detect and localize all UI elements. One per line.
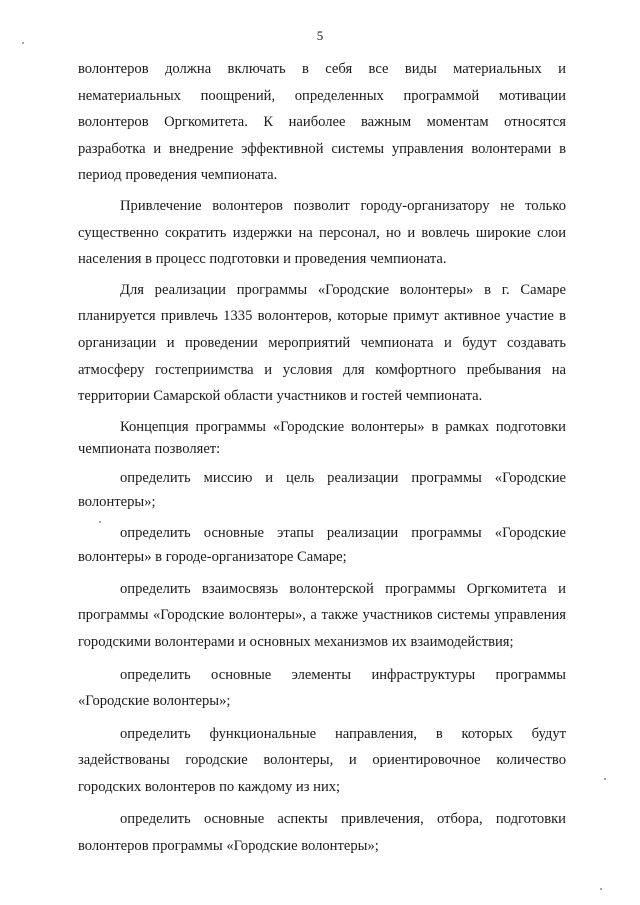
list-item-4: определить основные элементы инфраструктуры программы «Городские волонтеры»; xyxy=(78,666,566,710)
paragraph-4: Концепция программы «Городские волонтеры» в рамках подготовки чемпионата позволяет: xyxy=(78,418,566,457)
list-item-5: определить функциональные направления, в которых будут задействованы городские волонтеры, и ориентировочное количество городских волонтеров по каждому из них; xyxy=(78,725,566,795)
paragraph-1: волонтеров должна включать в себя все виды материальных и нематериальных поощрений, определенных программой мотивации волонтеров Оргкомитета. К наиболее важным моментам относятся разработка и внедрение эффективной системы управления волонтерами в период проведения чемпионата. xyxy=(78,61,566,184)
list-item-1: определить миссию и цель реализации программы «Городские волонтеры»; xyxy=(78,469,566,511)
list-item-6: определить основные аспекты привлечения, отбора, подготовки волонтеров программы «Городские волонтеры»; xyxy=(78,811,566,855)
paragraph-3: Для реализации программы «Городские волонтеры» в г. Самаре планируется привлечь 1335 волонтеров, которые примут активное участие в организации и проведении мероприятий чемпионата и будут создавать атмосферу гостеприимства и условия для комфортного пребывания на территории Самарской области участников и гостей чемпионата. xyxy=(78,281,566,405)
scan-speck xyxy=(22,42,24,44)
list-item-3: определить взаимосвязь волонтерской программы Оргкомитета и программы «Городские волонтеры», а также участников системы управления городскими волонтерами и основных механизмов их взаимодействия; xyxy=(78,580,566,650)
scan-speck xyxy=(604,778,606,780)
scan-speck xyxy=(99,521,101,523)
paragraph-2: Привлечение волонтеров позволит городу-организатору не только существенно сократить издержки на персонал, но и вовлечь широкие слои населения в процесс подготовки и проведения чемпионата. xyxy=(78,197,566,268)
page-number: 5 xyxy=(316,28,324,43)
list-item-2: определить основные этапы реализации программы «Городские волонтеры» в городе-организаторе Самаре; xyxy=(78,524,566,566)
document-body xyxy=(78,56,566,860)
scan-speck xyxy=(600,888,602,890)
